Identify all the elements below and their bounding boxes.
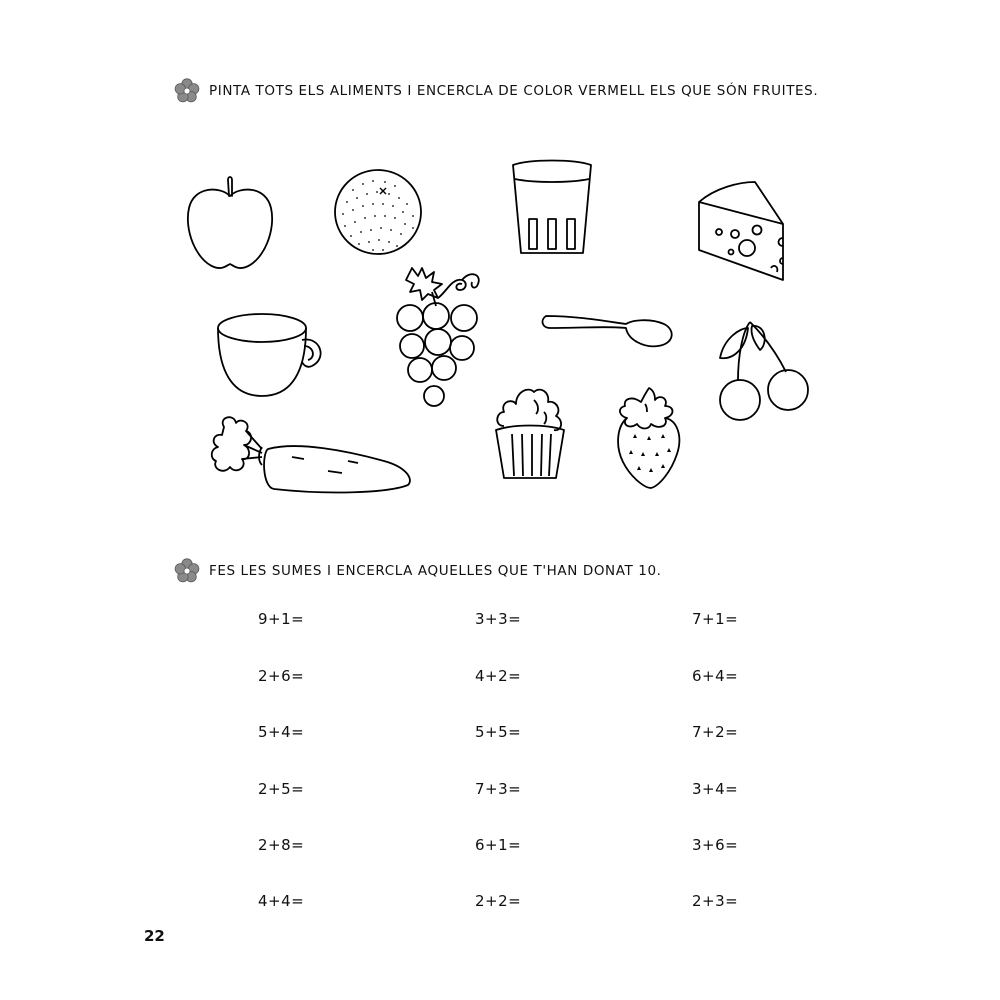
sum-item: 3+6= xyxy=(692,836,739,854)
instruction-2 xyxy=(174,558,662,584)
page-number: 22 xyxy=(144,927,165,945)
grapes-icon xyxy=(392,262,488,410)
spoon-icon xyxy=(540,310,674,352)
sum-item: 2+5= xyxy=(258,780,305,798)
apple-icon xyxy=(184,172,276,272)
sum-item: 2+6= xyxy=(258,667,305,685)
sum-item: 4+2= xyxy=(475,667,522,685)
sum-item: 3+3= xyxy=(475,610,522,628)
sum-item: 4+4= xyxy=(258,892,305,910)
cherries-icon xyxy=(716,318,812,422)
cupcake-icon xyxy=(494,382,566,480)
sum-item: 2+2= xyxy=(475,892,522,910)
sum-item: 7+2= xyxy=(692,723,739,741)
flower-icon xyxy=(174,558,200,584)
sum-item: 3+4= xyxy=(692,780,739,798)
instruction-2-text: FES LES SUMES I ENCERCLA AQUELLES QUE T'HAN DONAT 10. xyxy=(209,563,662,579)
sum-item: 6+4= xyxy=(692,667,739,685)
sum-item: 7+1= xyxy=(692,610,739,628)
sum-item: 6+1= xyxy=(475,836,522,854)
sum-item: 5+5= xyxy=(475,723,522,741)
sum-item: 2+3= xyxy=(692,892,739,910)
cheese-icon xyxy=(695,180,787,282)
sum-item: 5+4= xyxy=(258,723,305,741)
orange-icon xyxy=(333,168,423,256)
glass-icon xyxy=(510,157,594,257)
sum-item: 2+8= xyxy=(258,836,305,854)
flower-icon xyxy=(174,78,200,104)
instruction-1-text: PINTA TOTS ELS ALIMENTS I ENCERCLA DE COLOR VERMELL ELS QUE SÓN FRUITES. xyxy=(209,83,819,99)
sum-item: 9+1= xyxy=(258,610,305,628)
carrot-icon xyxy=(208,413,414,495)
strawberry-icon xyxy=(613,386,683,490)
sum-item: 7+3= xyxy=(475,780,522,798)
instruction-1 xyxy=(174,78,818,104)
cup-icon xyxy=(216,310,326,400)
